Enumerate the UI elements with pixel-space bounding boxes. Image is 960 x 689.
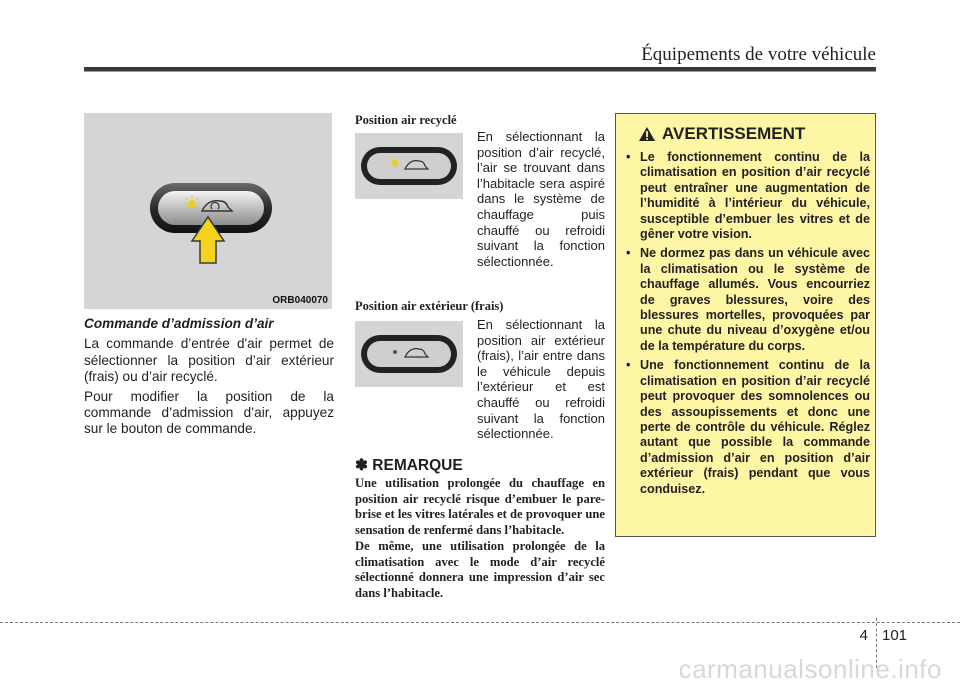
footer-rule bbox=[0, 622, 960, 623]
fresh-title: Position air extérieur (frais) bbox=[355, 299, 504, 313]
remark-paragraph: Une utilisation prolongée du chauffage en position air recyclé risque d’embuer le pare-brise et les vitres latérales et de provoquer une sensation de renfermé dans l’habitacle. bbox=[355, 476, 605, 538]
warning-list bbox=[626, 150, 870, 501]
recirc-button-icon bbox=[355, 133, 463, 199]
fresh-button-icon bbox=[355, 321, 463, 387]
section-subtitle: Commande d’admission d’air bbox=[84, 316, 274, 331]
fresh-button-figure bbox=[355, 321, 463, 387]
page-number: 101 bbox=[882, 627, 908, 644]
warning-title-text: AVERTISSEMENT bbox=[662, 124, 806, 143]
figure-code: ORB040070 bbox=[272, 295, 328, 306]
warning-item: • Le fonctionnement continu de la climatisation en position d’air recyclé peut entraîner une augmentation de l’humidité à l’intérieur du véhicule, susceptible d’embuer les vitres et de gêner votre vision. bbox=[626, 150, 870, 242]
page-header-title: Équipements de votre véhicule bbox=[641, 44, 876, 65]
recirc-description: En sélectionnant la position d’air recyclé, l’air se trouvant dans l’habitacle sera aspiré dans le système de chauffage puis chauffé ou refroidi suivant la fonction sélectionnée. bbox=[477, 129, 605, 269]
paragraph: La commande d’entrée d'air permet de sélectionner la position d’air extérieur (frais) ou d’air recyclé. bbox=[84, 336, 334, 385]
middle-column bbox=[355, 113, 605, 442]
fresh-description: En sélectionnant la position air extérieur (frais), l’air entre dans le véhicule depuis l’extérieur et est chauffé ou refroidi suivant la fonction sélectionnée. bbox=[477, 317, 605, 442]
recirc-button-figure bbox=[355, 133, 463, 199]
chapter-number: 4 bbox=[859, 627, 868, 644]
recirc-title: Position air recyclé bbox=[355, 113, 457, 127]
remark-paragraph: De même, une utilisation prolongée de la climatisation avec le mode d’air recyclé sélectionné donnera une impression d’air sec dans l’habitacle. bbox=[355, 538, 605, 600]
watermark: carmanualsonline.info bbox=[678, 654, 942, 684]
warning-title bbox=[638, 124, 805, 144]
warning-item: • Ne dormez pas dans un véhicule avec la climatisation ou le système de chauffage allumés. Vous encourriez de graves blessures, voire des blessures mortelles, provoquées par une chute du niveau d’oxygène et/ou de la température du corps. bbox=[626, 246, 870, 354]
paragraph: Pour modifier la position de la commande d’admission d’air, appuyez sur le bouton de commande. bbox=[84, 388, 334, 437]
warning-item: • Une fonctionnement continu de la climatisation en position d’air recyclé peut provoquer des somnolences ou des assoupissements et donc une perte de contrôle du véhicule. Réglez autant que possible la commande d’admission d’air en position d’air extérieur (frais) pendant que vous conduisez. bbox=[626, 358, 870, 497]
warning-triangle-icon bbox=[638, 126, 656, 142]
header-rule-thin bbox=[84, 71, 876, 72]
remark-heading: ✽ REMARQUE bbox=[355, 457, 463, 474]
warning-box bbox=[615, 113, 876, 537]
remark-body bbox=[355, 476, 605, 602]
intake-control-figure bbox=[84, 113, 332, 309]
air-intake-button-illustration bbox=[84, 113, 332, 309]
left-column bbox=[84, 316, 334, 441]
